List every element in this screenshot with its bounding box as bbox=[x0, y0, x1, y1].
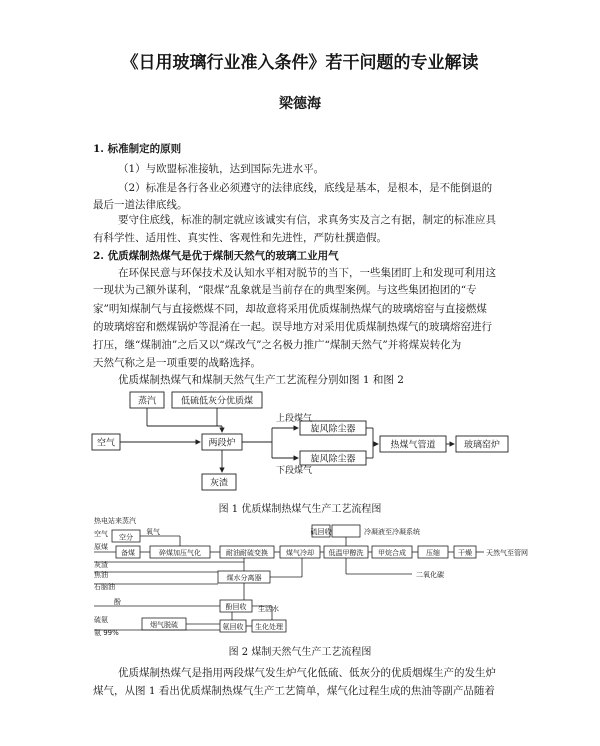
fig1-pipe: 热煤气管道 bbox=[390, 440, 436, 451]
section-1-line-2: （2）标准是各行各业必须遵守的法律底线，底线是基本，是根本，是不能倒退的 bbox=[118, 182, 493, 194]
section-1-line-5: 有科学性、适用性、真实性、客观性和先进性，严防杜撰造假。 bbox=[93, 232, 387, 244]
section-2-line-3: 家”明知煤制气与直接燃煤不同，却故意将采用优质煤制热煤气的玻璃熔窑与直接燃煤 bbox=[93, 303, 487, 315]
fig2-tar: 焦油 bbox=[94, 571, 108, 579]
fig2-separator: 煤水分离器 bbox=[226, 574, 262, 582]
fig1-furnace: 玻璃窑炉 bbox=[463, 440, 501, 451]
fig2-air: 空气 bbox=[94, 530, 108, 538]
fig1-ash: 灰渣 bbox=[209, 478, 229, 489]
fig2-prep: 备煤 bbox=[121, 549, 135, 557]
fig1-cyclone-2: 旋风除尘器 bbox=[310, 454, 356, 465]
section-2-line-7: 优质煤制热煤气和煤制天然气生产工艺流程分别如图 1 和图 2 bbox=[118, 374, 404, 386]
article-title: 《日用玻璃行业准入条件》若干问题的专业解读 bbox=[121, 53, 479, 73]
fig1-upper-gas: 上段煤气 bbox=[276, 414, 313, 424]
section-2-line-2: 一现状为己额外谋利，“限煤”乱象就是当前存在的典型案例。与这些集团抱团的“专 bbox=[93, 284, 477, 296]
fig2-steam-source: 热电站来蒸汽 bbox=[94, 517, 136, 525]
section-2-line-4: 的玻璃熔窑和燃煤锅炉等混淆在一起。误导地方对采用优质煤制热煤气的玻璃熔窑进行 bbox=[93, 321, 492, 333]
section-2-heading: 2. 优质煤制热煤气是优于煤制天然气的玻璃工业用气 bbox=[93, 250, 339, 262]
fig1-coal: 低硫低灰分优质煤 bbox=[180, 396, 254, 407]
figure-2-flowchart bbox=[92, 516, 528, 638]
fig2-co2: 二氧化碳 bbox=[416, 571, 444, 579]
fig2-refrig: 冷凝液至冷凝系统 bbox=[364, 528, 420, 536]
fig2-sng: 天然气至管网 bbox=[486, 549, 528, 557]
fig2-biochem: 生化处理 bbox=[255, 623, 283, 631]
fig2-oxygen: 氧气 bbox=[146, 528, 160, 536]
fig1-gasifier: 两段炉 bbox=[208, 438, 236, 449]
section-1-line-4: 要守住底线，标准的制定就应该诚实有信，求真务实及言之有据，制定的标准应具 bbox=[118, 214, 496, 226]
fig1-air: 空气 bbox=[96, 438, 116, 449]
fig2-compress: 压缩 bbox=[426, 549, 440, 557]
fig2-ammonia: 氨 99% bbox=[94, 629, 119, 637]
fig2-methanation: 甲烷合成 bbox=[378, 549, 406, 557]
fig2-sulfur-recovery: 硫回收 bbox=[310, 528, 332, 536]
section-2-line-6: 天然气称之是一项重要的战略选择。 bbox=[93, 357, 261, 369]
fig2-ash: 灰渣 bbox=[94, 561, 108, 569]
fig2-phenol-recovery: 酚回收 bbox=[225, 603, 247, 611]
fig1-lower-gas: 下段煤气 bbox=[276, 466, 313, 476]
figure-1-caption: 图 1 优质煤制热煤气生产工艺流程图 bbox=[218, 504, 382, 515]
fig2-cool: 煤气冷却 bbox=[286, 549, 314, 557]
fig1-cyclone-1: 旋风除尘器 bbox=[310, 424, 356, 435]
closing-line-1: 优质煤制热煤气是指用两段煤气发生炉气化低硫、低灰分的优质烟煤生产的发生炉 bbox=[118, 667, 496, 679]
section-2-line-5: 打压，继“煤制油”之后又以“煤改气”之名极力推广“煤制天然气”并将煤炭转化为 bbox=[93, 339, 462, 351]
fig2-raw-coal: 原煤 bbox=[94, 543, 108, 551]
section-1-heading: 1. 标准制定的原则 bbox=[93, 143, 182, 155]
fig2-rectisol: 低温甲醇洗 bbox=[328, 549, 364, 557]
figure-1-flowchart bbox=[90, 388, 510, 496]
fig2-water: 生活水 bbox=[258, 605, 279, 613]
fig2-dry: 干燥 bbox=[458, 549, 472, 557]
fig2-shift: 耐油耐硫变换 bbox=[226, 549, 268, 557]
fig2-gas-desulf: 烟气脱硫 bbox=[150, 621, 178, 629]
fig2-phenol: 酚 bbox=[114, 598, 121, 606]
section-1-line-1: （1）与欧盟标准接轨，达到国际先进水平。 bbox=[118, 163, 325, 175]
fig2-sulfur-ammonia: 硫氨 bbox=[94, 616, 108, 624]
section-1-line-3: 最后一道法律底线。 bbox=[93, 199, 188, 211]
fig2-gasify: 碎煤加压气化 bbox=[159, 549, 201, 557]
closing-line-2: 煤气，从图 1 看出优质煤制热煤气生产工艺简单，煤气化过程生成的焦油等副产品随着 bbox=[93, 685, 495, 697]
section-2-line-1: 在环保民意与环保技术及认知水平相对脱节的当下，一些集团盯上和发现可利用这 bbox=[118, 267, 496, 279]
fig1-steam: 蒸汽 bbox=[137, 396, 157, 407]
figure-2-caption: 图 2 煤制天然气生产工艺流程图 bbox=[228, 647, 372, 658]
fig2-ammonia-recovery: 氨回收 bbox=[222, 623, 244, 631]
fig2-naphtha: 石脑油 bbox=[94, 583, 115, 591]
article-author: 梁德海 bbox=[279, 96, 321, 112]
fig2-asu: 空分 bbox=[119, 533, 133, 542]
